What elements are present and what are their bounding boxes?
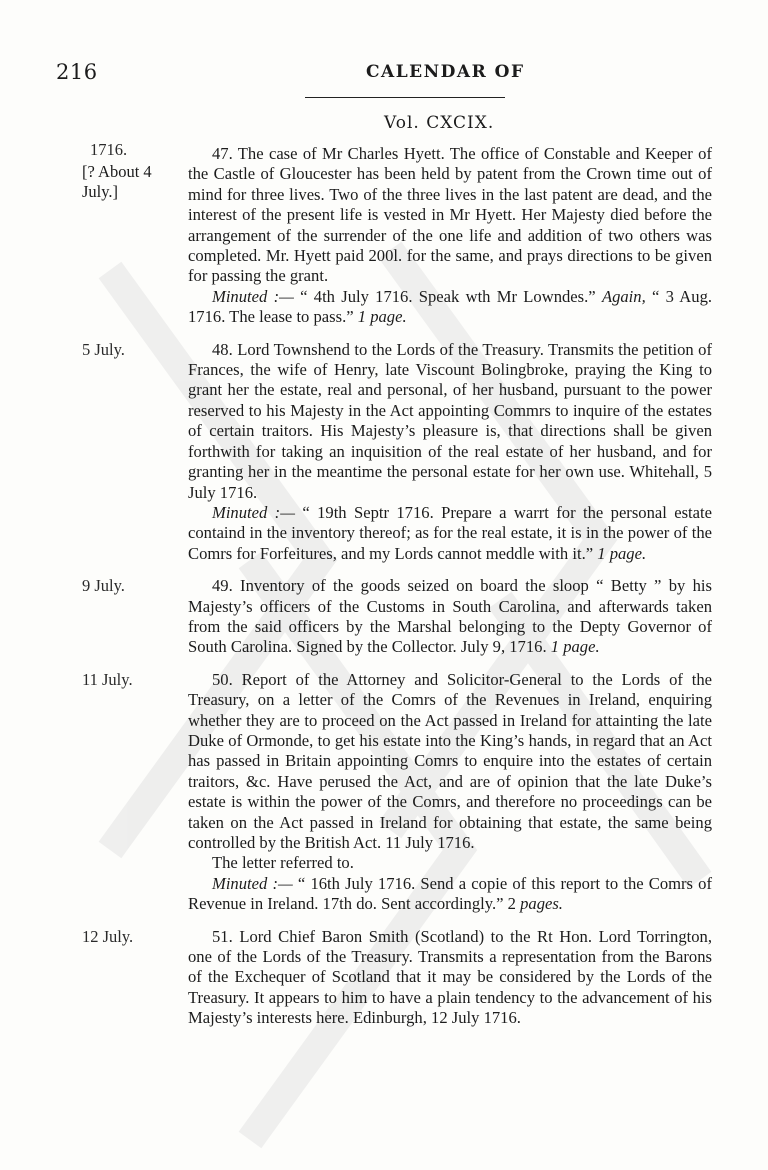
entry-minute — [188, 287, 712, 328]
entry-body: 50. Report of the Attorney and Solicitor-General to the Lords of the Treasury, on a letter of the Comrs of the Revenues in Ireland, enquiring whether they are to proceed on the Act passed in Ireland for attainting the late Duke of Ormonde, to get his estate into the King’s hands, in regard that an Act has passed in Britain appointing Comrs to enquire into the estates of certain traitors, &c. Have perused the Act, and are of opinion that the late Duke’s estate is within the power of the Comrs, and therefore no proceedings can be taken on the Act passed in Ireland for obtaining that estate, the same being controlled by the British Act. 11 July 1716. — [188, 669, 712, 852]
page-count: 1 page. — [357, 307, 407, 327]
again-text: “ 3 Aug. 1716. The lease to pass.” — [188, 286, 713, 327]
entry-body: 48. Lord Townshend to the Lords of the Treasury. Transmits the petition of Frances, the wife of Henry, late Viscount Bolingbroke, praying the King to grant her the estate, real and personal, of her husband, pursuant to the power reserved to his Majesty in the Act appointing Commrs to inquire of the estates of certain traitors. His Majesty’s pleasure is, that directions shall be given forthwith for taking an inquisition of the real estate of her husband, and for granting her in the meantime the personal estate for her own use. Whitehall, 5 July 1716. — [188, 339, 712, 502]
entry-date: 12 July. — [82, 926, 134, 946]
entry-date: [? About 4 July.] — [82, 162, 152, 202]
entry-body: 51. Lord Chief Baron Smith (Scotland) to the Rt Hon. Lord Torrington, one of the Lords of the Treasury. Transmits a representation from the Barons of the Exchequer of Scotland that it may be considered by the Lords of the Treasury. It appears to him to have a plain tendency to the advancement of his Majesty’s interests here. Edinburgh, 12 July 1716. — [188, 926, 712, 1028]
again-label: Again, — [601, 286, 646, 306]
entry-body — [188, 576, 712, 658]
minute-label: Minuted :— — [212, 873, 293, 893]
minute-text: “ 16th July 1716. Send a copie of this report to the Comrs of Revenue in Ireland. 17th do. Sent accordingly.” 2 — [188, 873, 712, 914]
entry-note: The letter referred to. — [212, 853, 354, 873]
running-title: CALENDAR OF — [366, 62, 525, 82]
entry-minute — [188, 874, 712, 915]
entry-47 — [82, 140, 713, 328]
entry-body-text: 49. Inventory of the goods seized on board the sloop “ Betty ” by his Majesty’s officers of the Customs in South Carolina, and afterwards taken from the said officers by the Marshal belonging to the Depty Governor of South Carolina. Signed by the Collector. July 9, 1716. — [188, 576, 712, 657]
entry-50 — [82, 670, 712, 915]
page-number: 216 — [56, 60, 98, 84]
entry-year: 1716. — [90, 140, 128, 159]
entry-date: 11 July. — [82, 669, 133, 689]
minute-text: “ 19th Septr 1716. Prepare a warrt for the personal estate containd in the inventory thereof; as for the real estate, it is in the power of the Comrs for Forfeitures, and my Lords cannot meddle with it.” — [188, 502, 713, 563]
minute-text: “ 4th July 1716. Speak wth Mr Lowndes.” — [300, 286, 596, 306]
volume-heading: Vol. CXCIX. — [384, 113, 495, 133]
header-rule — [305, 97, 505, 98]
entry-date: 5 July. — [82, 339, 125, 359]
page-count: pages. — [520, 894, 563, 914]
minute-label: Minuted :— — [212, 502, 295, 522]
entry-minute — [188, 503, 712, 564]
entry-49 — [82, 576, 712, 658]
page-count: 1 page. — [597, 543, 647, 563]
entry-51 — [82, 927, 712, 1029]
calendar-entries — [82, 120, 712, 1037]
page-count: 1 page. — [550, 637, 600, 657]
minute-label: Minuted :— — [212, 286, 294, 306]
page-header — [56, 60, 706, 90]
entry-body: 47. The case of Mr Charles Hyett. The office of Constable and Keeper of the Castle of Gloucester has been held by patent from the Crown time out of mind for three lives. Two of the three lives in the last patent are dead, and the interest of the present life is vested in Mr Hyett. Her Majesty died before the arrangement of the surrender of the one life and addition of two others was completed. Mr. Hyett paid 200l. for the same, and prays directions to be given for passing the grant. — [188, 144, 712, 286]
entry-48 — [82, 340, 712, 564]
entry-date: 9 July. — [82, 576, 125, 596]
